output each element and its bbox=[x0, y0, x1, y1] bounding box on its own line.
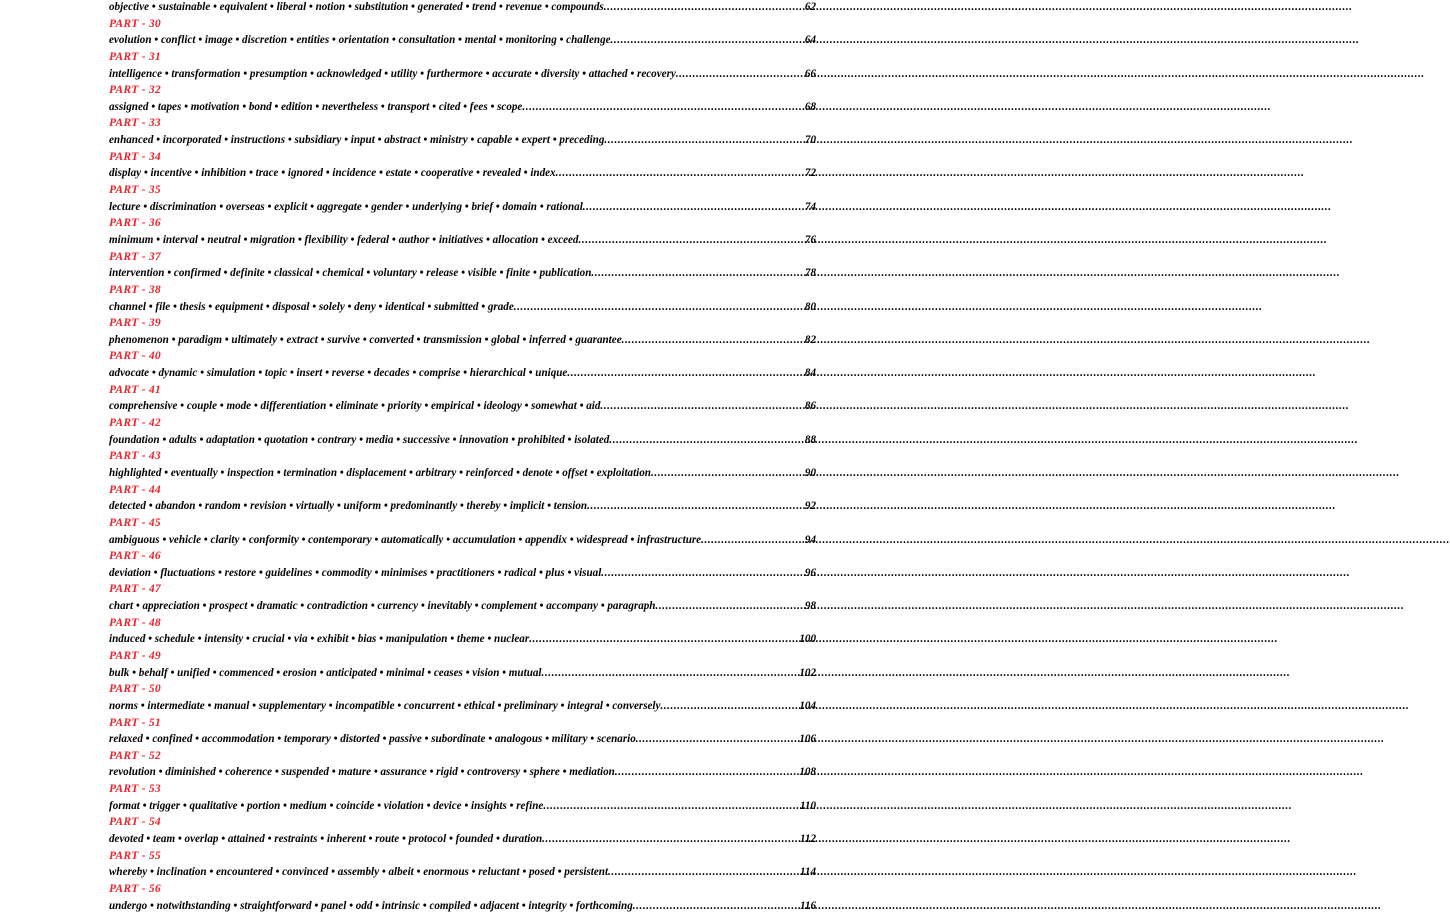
part-heading: PART - 55 bbox=[109, 848, 161, 862]
toc-entry[interactable] bbox=[109, 898, 816, 915]
dot-leader bbox=[583, 199, 804, 216]
toc-entry-words: relaxed • confined • accommodation • temporary • distorted • passive • subordinate • analogous • military • scenario bbox=[109, 733, 636, 746]
dot-leader bbox=[636, 731, 799, 748]
toc-entry[interactable] bbox=[109, 99, 816, 116]
dot-leader bbox=[529, 631, 798, 648]
toc-entry[interactable] bbox=[109, 465, 816, 482]
toc-page-number: 114 bbox=[799, 866, 816, 879]
toc-entry-words: intervention • confirmed • definite • classical • chemical • voluntary • release • visible • finite • publication bbox=[109, 267, 592, 280]
toc-entry[interactable] bbox=[109, 498, 816, 515]
toc-entry[interactable] bbox=[109, 165, 816, 182]
toc-page-number: 98 bbox=[804, 600, 816, 613]
dot-leader bbox=[611, 32, 804, 49]
part-heading: PART - 39 bbox=[109, 316, 161, 330]
toc-entry[interactable] bbox=[109, 265, 816, 282]
toc-page-number: 94 bbox=[804, 533, 816, 546]
toc-entry-words: evolution • conflict • image • discretion • entities • orientation • consultation • mental • monitoring • challenge bbox=[109, 34, 611, 47]
toc-entry-words: lecture • discrimination • overseas • explicit • aggregate • gender • underlying • brief • domain • rational bbox=[109, 200, 583, 213]
dot-leader bbox=[609, 432, 804, 449]
part-heading: PART - 53 bbox=[109, 782, 161, 796]
toc-page-number: 70 bbox=[804, 134, 816, 147]
part-heading: PART - 56 bbox=[109, 881, 161, 895]
dot-leader bbox=[591, 265, 804, 282]
dot-leader bbox=[556, 165, 804, 182]
toc-entry[interactable] bbox=[109, 232, 816, 249]
toc-page-number: 84 bbox=[804, 367, 816, 380]
part-heading: PART - 52 bbox=[109, 748, 161, 762]
toc-entry-words: advocate • dynamic • simulation • topic • insert • reverse • decades • comprise • hierarchical • unique bbox=[109, 367, 568, 380]
dot-leader bbox=[542, 665, 799, 682]
toc-entry-words: induced • schedule • intensity • crucial • via • exhibit • bias • manipulation • theme • nuclear bbox=[109, 633, 530, 646]
part-heading: PART - 37 bbox=[109, 249, 161, 263]
part-heading: PART - 45 bbox=[109, 515, 161, 529]
part-heading: PART - 30 bbox=[109, 16, 161, 30]
part-heading: PART - 51 bbox=[109, 715, 161, 729]
part-heading: PART - 31 bbox=[109, 49, 161, 63]
toc-entry-words: intelligence • transformation • presumption • acknowledged • utility • furthermore • accurate • diversity • attached • recovery bbox=[109, 67, 676, 80]
toc-entry[interactable] bbox=[109, 0, 816, 16]
part-heading: PART - 46 bbox=[109, 549, 161, 563]
toc-entry-words: highlighted • eventually • inspection • termination • displacement • arbitrary • reinforced • denote • offset • exploitation bbox=[109, 466, 651, 479]
part-heading: PART - 36 bbox=[109, 216, 161, 230]
toc-entry[interactable] bbox=[109, 565, 816, 582]
part-heading: PART - 40 bbox=[109, 349, 161, 363]
toc-entry-words: devoted • team • overlap • attained • restraints • inherent • route • protocol • founded • duration bbox=[109, 833, 543, 846]
toc-entry[interactable] bbox=[109, 831, 816, 848]
dot-leader bbox=[587, 498, 804, 515]
toc-entry[interactable] bbox=[109, 432, 816, 449]
dot-leader bbox=[622, 332, 804, 349]
toc-entry-words: undergo • notwithstanding • straightforward • panel • odd • intrinsic • compiled • adjacent • integrity • forthcoming bbox=[109, 899, 633, 912]
dot-leader bbox=[542, 831, 799, 848]
toc-page-number: 110 bbox=[799, 799, 816, 812]
toc-page-number: 108 bbox=[799, 766, 816, 779]
toc-entry-words: chart • appreciation • prospect • dramatic • contradiction • currency • inevitably • complement • accompany • paragraph bbox=[109, 600, 656, 613]
toc-page-number: 72 bbox=[804, 167, 816, 180]
toc-entry-words: enhanced • incorporated • instructions • subsidiary • input • abstract • ministry • capable • expert • preceding bbox=[109, 134, 605, 147]
dot-leader bbox=[600, 398, 803, 415]
toc-entry-words: detected • abandon • random • revision • virtually • uniform • predominantly • thereby • implicit • tension bbox=[109, 500, 588, 513]
part-heading: PART - 54 bbox=[109, 815, 161, 829]
toc-entry[interactable] bbox=[109, 32, 816, 49]
toc-entry[interactable] bbox=[109, 598, 816, 615]
toc-entry-words: revolution • diminished • coherence • suspended • mature • assurance • rigid • controversy • sphere • mediation bbox=[109, 766, 615, 779]
toc-page-number: 116 bbox=[799, 899, 816, 912]
toc-entry-words: comprehensive • couple • mode • differentiation • eliminate • priority • empirical • ideology • somewhat • aid bbox=[109, 400, 601, 413]
toc-entry-words: bulk • behalf • unified • commenced • erosion • anticipated • minimal • ceases • vision • mutual bbox=[109, 666, 542, 679]
toc-entry[interactable] bbox=[109, 798, 816, 815]
part-heading: PART - 50 bbox=[109, 682, 161, 696]
toc-page-number: 112 bbox=[799, 833, 816, 846]
toc-entry-words: phenomenon • paradigm • ultimately • extract • survive • converted • transmission • global • inferred • guarantee bbox=[109, 333, 622, 346]
toc-page-number: 100 bbox=[799, 633, 816, 646]
toc-page-number: 80 bbox=[804, 300, 816, 313]
dot-leader bbox=[604, 0, 804, 16]
dot-leader bbox=[651, 465, 804, 482]
part-heading: PART - 32 bbox=[109, 83, 161, 97]
toc-page-number: 106 bbox=[799, 733, 816, 746]
toc-entry-words: deviation • fluctuations • restore • guidelines • commodity • minimises • practitioners • radical • plus • visual bbox=[109, 566, 602, 579]
toc-page-number: 74 bbox=[804, 200, 816, 213]
dot-leader bbox=[655, 598, 803, 615]
toc-entry[interactable] bbox=[109, 731, 816, 748]
dot-leader bbox=[543, 798, 799, 815]
part-heading: PART - 38 bbox=[109, 282, 161, 296]
toc-entry-words: display • incentive • inhibition • trace • ignored • incidence • estate • cooperative • revealed • index bbox=[109, 167, 556, 180]
toc-entry-words: minimum • interval • neutral • migration • flexibility • federal • author • initiatives • allocation • exceed bbox=[109, 233, 579, 246]
toc-entry-words: channel • file • thesis • equipment • disposal • solely • deny • identical • submitted • grade bbox=[109, 300, 514, 313]
dot-leader bbox=[701, 532, 804, 549]
dot-leader bbox=[676, 66, 804, 83]
toc-page-number: 86 bbox=[804, 400, 816, 413]
toc-entry[interactable] bbox=[109, 698, 816, 715]
part-heading: PART - 33 bbox=[109, 116, 161, 130]
toc-entry-words: whereby • inclination • encountered • convinced • assembly • albeit • enormous • reluctant • posed • persistent bbox=[109, 866, 609, 879]
part-heading: PART - 49 bbox=[109, 648, 161, 662]
toc-page-number: 64 bbox=[804, 34, 816, 47]
toc-entry[interactable] bbox=[109, 631, 816, 648]
part-heading: PART - 42 bbox=[109, 416, 161, 430]
part-heading: PART - 47 bbox=[109, 582, 161, 596]
toc-page-number: 76 bbox=[804, 233, 816, 246]
toc-entry[interactable] bbox=[109, 66, 816, 83]
toc-entry[interactable] bbox=[109, 764, 816, 781]
part-heading: PART - 44 bbox=[109, 482, 161, 496]
toc-entry[interactable] bbox=[109, 199, 816, 216]
toc-entry[interactable] bbox=[109, 532, 816, 549]
toc-page-number: 92 bbox=[804, 500, 816, 513]
toc-entry-words: assigned • tapes • motivation • bond • edition • nevertheless • transport • cited • fees • scope bbox=[109, 100, 523, 113]
toc-page-number: 88 bbox=[804, 433, 816, 446]
toc-page-number: 68 bbox=[804, 100, 816, 113]
part-heading: PART - 34 bbox=[109, 149, 161, 163]
toc-page-number: 82 bbox=[804, 333, 816, 346]
toc-entry[interactable] bbox=[109, 132, 816, 149]
part-heading: PART - 41 bbox=[109, 382, 161, 396]
toc-page-number: 104 bbox=[799, 699, 816, 712]
dot-leader bbox=[578, 232, 803, 249]
dot-leader bbox=[604, 132, 804, 149]
dot-leader bbox=[601, 565, 804, 582]
toc-entry[interactable] bbox=[109, 864, 816, 881]
toc-page-number: 90 bbox=[804, 466, 816, 479]
toc-page-number: 96 bbox=[804, 566, 816, 579]
dot-leader bbox=[608, 864, 799, 881]
dot-leader bbox=[522, 99, 804, 116]
part-heading: PART - 35 bbox=[109, 183, 161, 197]
toc-entry-words: objective • sustainable • equivalent • liberal • notion • substitution • generated • trend • revenue • compounds bbox=[109, 1, 604, 13]
part-heading: PART - 43 bbox=[109, 449, 161, 463]
toc-entry-words: format • trigger • qualitative • portion • medium • coincide • violation • device • insights • refine bbox=[109, 799, 544, 812]
table-of-contents bbox=[109, 0, 816, 914]
dot-leader bbox=[660, 698, 798, 715]
dot-leader bbox=[514, 299, 804, 316]
toc-entry[interactable] bbox=[109, 365, 816, 382]
toc-entry[interactable] bbox=[109, 398, 816, 415]
toc-entry[interactable] bbox=[109, 299, 816, 316]
part-heading: PART - 48 bbox=[109, 615, 161, 629]
toc-entry-words: ambiguous • vehicle • clarity • conformity • contemporary • automatically • accumulation • appendix • widespread • infrastructure bbox=[109, 533, 702, 546]
toc-entry[interactable] bbox=[109, 332, 816, 349]
toc-page-number: 102 bbox=[799, 666, 816, 679]
toc-page-number: 78 bbox=[804, 267, 816, 280]
toc-entry-words: norms • intermediate • manual • supplementary • incompatible • concurrent • ethical • preliminary • integral • conversely bbox=[109, 699, 661, 712]
dot-leader bbox=[633, 898, 799, 915]
toc-page-number: 62 bbox=[804, 1, 816, 13]
toc-entry-words: foundation • adults • adaptation • quotation • contrary • media • successive • innovation • prohibited • isolated bbox=[109, 433, 610, 446]
toc-entry[interactable] bbox=[109, 665, 816, 682]
dot-leader bbox=[615, 764, 799, 781]
toc-page-number: 66 bbox=[804, 67, 816, 80]
dot-leader bbox=[567, 365, 804, 382]
